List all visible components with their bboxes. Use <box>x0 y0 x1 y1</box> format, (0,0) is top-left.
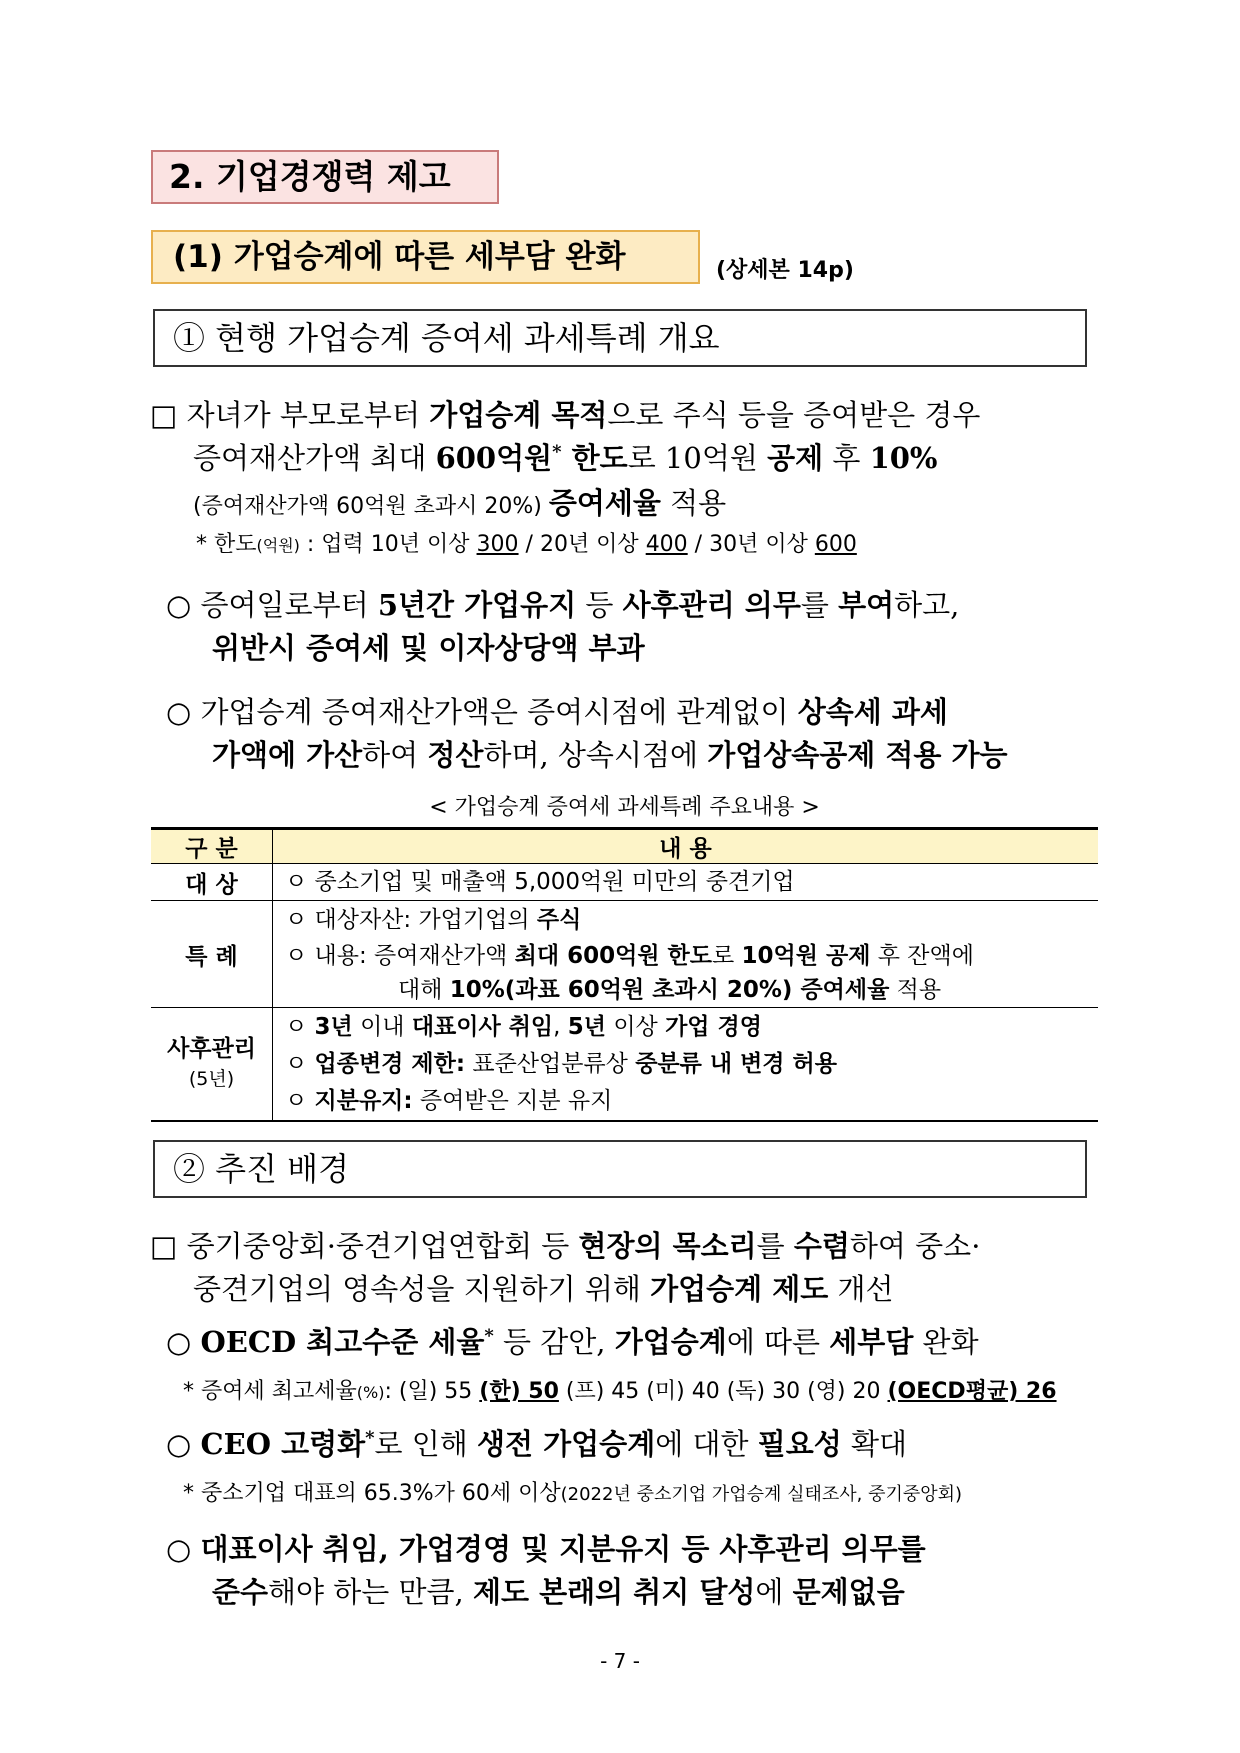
table-caption: < 가업승계 증여세 과세특례 주요내용 > <box>429 795 820 820</box>
part1-bullet2-line2: 위반시 증여세 및 이자상당액 부과 <box>212 631 645 665</box>
row-content-target: ㅇ 중소기업 및 매출액 5,000억원 미만의 중견기업 <box>273 864 1099 901</box>
part2-bullet1-line1: □ 중기중앙회·중견기업연합회 등 현장의 목소리를 수렴하여 중소· <box>150 1229 981 1263</box>
part1-bullet1-line2: 증여재산가액 최대 600억원* 한도로 10억원 공제 후 10% <box>193 441 938 475</box>
part1-bullet3-line1: ○ 가업승계 증여재산가액은 증여시점에 관계없이 상속세 과세 <box>166 695 948 729</box>
part2-bullet2: ○ OECD 최고수준 세율* 등 감안, 가업승계에 따른 세부담 완화 <box>166 1325 979 1359</box>
section-title: 2. 기업경쟁력 제고 <box>151 150 499 204</box>
row-content-aftercare: ㅇ 3년 이내 대표이사 취임, 5년 이상 가업 경영 ㅇ 업종변경 제한: 표준산업분류상 중분류 내 변경 허용 ㅇ 지분유지: 증여받은 지분 유지 <box>273 1008 1099 1122</box>
part2-footnote-taxrate: * 증여세 최고세율(%): (일) 55 (한) 50 (프) 45 (미) 40 (독) 30 (영) 20 (OECD평균) 26 <box>183 1379 1057 1404</box>
row-content-special: ㅇ 대상자산: 가업기업의 주식 ㅇ 내용: 증여재산가액 최대 600억원 한도로 10억원 공제 후 잔액에 대해 10%(과표 60억원 초과시 20%) 증여세율 적용 <box>273 901 1099 1008</box>
row-label-aftercare: 사후관리 (5년) <box>151 1008 273 1122</box>
row-label-target: 대 상 <box>151 864 273 901</box>
subsection-title: (1) 가업승계에 따른 세부담 완화 <box>151 230 700 284</box>
part1-footnote: * 한도(억원) : 업력 10년 이상 300 / 20년 이상 400 / 30년 이상 600 <box>196 532 857 557</box>
part1-bullet1-line3: (증여재산가액 60억원 초과시 20%) 증여세율 적용 <box>193 486 727 520</box>
part1-bullet1-line1: □ 자녀가 부모로부터 가업승계 목적으로 주식 등을 증여받은 경우 <box>150 398 981 432</box>
part1-heading: ① 현행 가업승계 증여세 과세특례 개요 <box>153 309 1087 367</box>
part2-footnote-ceo: * 중소기업 대표의 65.3%가 60세 이상(2022년 중소기업 가업승계 실태조사, 중기중앙회) <box>183 1481 963 1506</box>
table-header-content: 내 용 <box>273 829 1099 864</box>
special-provision-table <box>151 827 1098 1122</box>
detail-reference: (상세본 14p) <box>716 258 854 283</box>
page-number: - 7 - <box>600 1649 640 1673</box>
part1-bullet2-line1: ○ 증여일로부터 5년간 가업유지 등 사후관리 의무를 부여하고, <box>166 588 960 622</box>
part2-heading: ② 추진 배경 <box>153 1140 1087 1198</box>
part2-bullet1-line2: 중견기업의 영속성을 지원하기 위해 가업승계 제도 개선 <box>193 1272 894 1306</box>
row-label-special: 특 례 <box>151 901 273 1008</box>
table-header-row <box>151 829 1098 864</box>
part2-bullet3: ○ CEO 고령화*로 인해 생전 가업승계에 대한 필요성 확대 <box>166 1427 907 1461</box>
table-row <box>151 1008 1098 1122</box>
part1-bullet3-line2: 가액에 가산하여 정산하며, 상속시점에 가업상속공제 적용 가능 <box>212 738 1008 772</box>
table-header-category: 구 분 <box>151 829 273 864</box>
part2-bullet4-line2: 준수해야 하는 만큼, 제도 본래의 취지 달성에 문제없음 <box>212 1575 905 1609</box>
table-row <box>151 901 1098 1008</box>
part2-bullet4-line1: ○ 대표이사 취임, 가업경영 및 지분유지 등 사후관리 의무를 <box>166 1532 926 1566</box>
table-row <box>151 864 1098 901</box>
